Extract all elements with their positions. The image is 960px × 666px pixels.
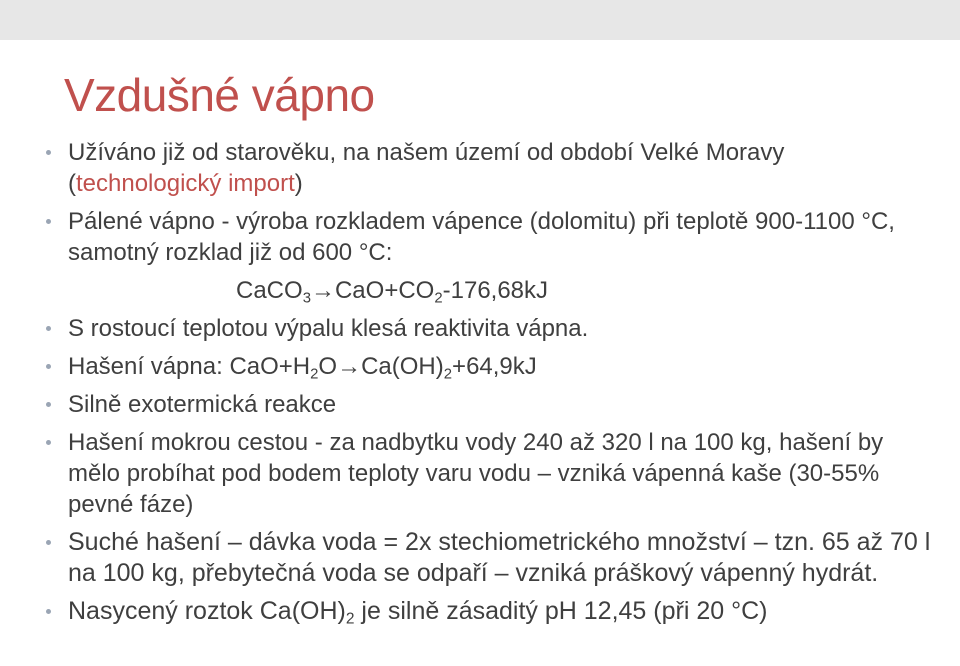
eq1-arrow: → bbox=[310, 277, 335, 304]
bullet-slaking-equation bbox=[46, 351, 936, 382]
top-band bbox=[0, 0, 960, 40]
eq1-energy: -176,68kJ bbox=[442, 277, 549, 304]
saturated-sub: 2 bbox=[345, 610, 355, 628]
bullet-exothermic bbox=[46, 389, 936, 420]
bullet-history-close: ) bbox=[294, 170, 303, 197]
eq1-caco: CaCO bbox=[236, 277, 303, 304]
bullet-burnt-lime bbox=[46, 206, 936, 268]
bullet-dry-slaking-text: Suché hašení – dávka voda = 2x stechiometrického množství – tzn. 65 až 70 l na 100 kg, přebytečná voda se odpaří – vzniká práškový vápenný hydrát. bbox=[68, 528, 931, 587]
bullet-exothermic-text: Silně exotermická reakce bbox=[68, 391, 337, 418]
eq1-sub-2: 2 bbox=[434, 290, 443, 307]
eq1-sub-3: 3 bbox=[302, 290, 311, 307]
bullet-history-text: Užíváno již od starověku, na našem území od období Velké Moravy ( bbox=[68, 139, 785, 197]
eq2-energy: +64,9kJ bbox=[452, 353, 537, 380]
eq2-part-a: Hašení vápna: CaO+H bbox=[68, 353, 311, 380]
bullet-saturated-solution bbox=[46, 596, 936, 627]
equation-decomposition bbox=[46, 275, 936, 306]
bullet-dry-slaking bbox=[46, 527, 936, 589]
eq2-part-b: O bbox=[318, 353, 338, 380]
bullet-wet-slaking bbox=[46, 427, 936, 520]
eq2-sub-c: 2 bbox=[443, 366, 453, 383]
bullet-history bbox=[46, 137, 936, 199]
bullet-list bbox=[46, 137, 936, 634]
slide-title: Vzdušné vápno bbox=[64, 69, 375, 121]
eq2-arrow: → bbox=[337, 353, 362, 380]
bullet-wet-slaking-text: Hašení mokrou cestou - za nadbytku vody 240 až 320 l na 100 kg, hašení by mělo probíhat pod bodem teploty varu vodu – vzniká vápenná kaše (30-55% pevné fáze) bbox=[68, 429, 884, 518]
bullet-reactivity bbox=[46, 313, 936, 344]
bullet-reactivity-text: S rostoucí teplotou výpalu klesá reaktivita vápna. bbox=[68, 315, 589, 342]
eq2-sub-a: 2 bbox=[310, 366, 319, 383]
bullet-burnt-lime-text: Pálené vápno - výroba rozkladem vápence (dolomitu) při teplotě 900-1100 °C, samotný rozklad již od 600 °C: bbox=[68, 208, 895, 266]
eq2-part-c: Ca(OH) bbox=[361, 353, 444, 380]
eq1-cao-co: CaO+CO bbox=[334, 277, 435, 304]
technology-import-highlight: technologický import bbox=[76, 170, 295, 197]
saturated-part-a: Nasycený roztok Ca(OH) bbox=[68, 597, 346, 625]
saturated-part-b: je silně zásaditý pH 12,45 (při 20 °C) bbox=[354, 597, 768, 625]
